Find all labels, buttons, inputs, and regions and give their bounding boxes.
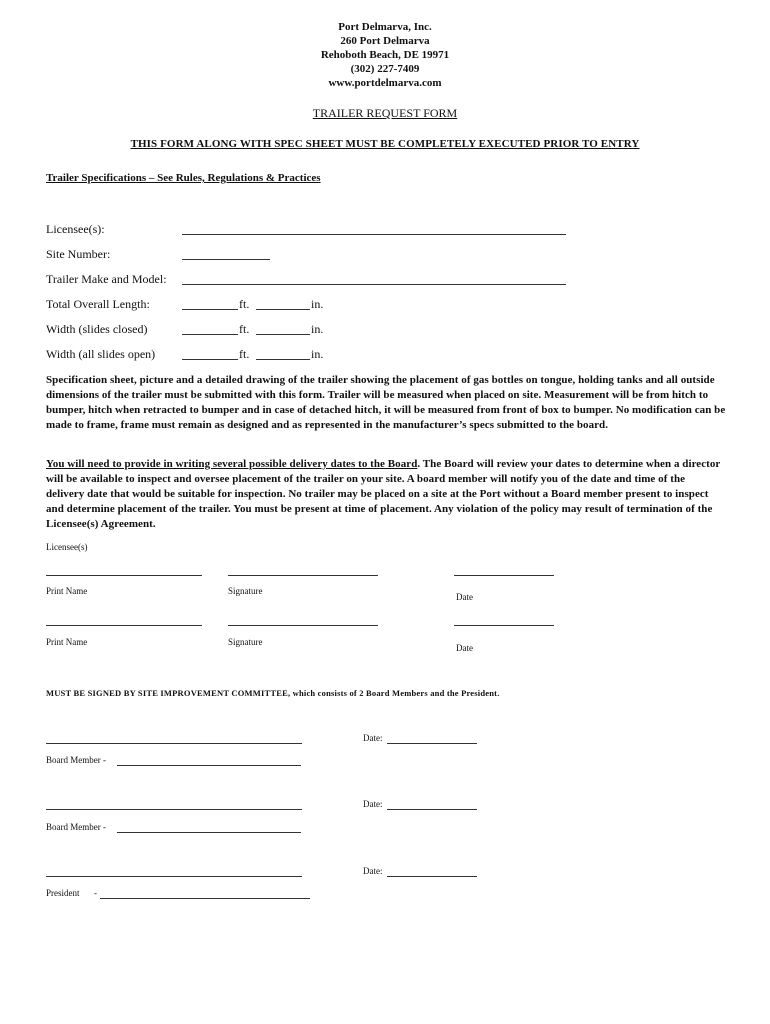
width-closed-in-unit: in. bbox=[311, 322, 324, 336]
company-address-line1: 260 Port Delmarva bbox=[340, 35, 430, 47]
print-name-line-2[interactable] bbox=[46, 625, 202, 626]
total-length-label: Total Overall Length: bbox=[46, 297, 150, 311]
licensees-signature-label: Licensee(s) bbox=[46, 542, 88, 552]
form-subtitle: THIS FORM ALONG WITH SPEC SHEET MUST BE COMPLETELY EXECUTED PRIOR TO ENTRY bbox=[130, 138, 640, 150]
company-website: www.portdelmarva.com bbox=[328, 77, 442, 89]
company-phone: (302) 227-7409 bbox=[350, 63, 420, 75]
width-closed-ft-field[interactable] bbox=[182, 334, 238, 335]
total-length-in-field[interactable] bbox=[256, 309, 310, 310]
width-open-label: Width (all slides open) bbox=[46, 347, 156, 361]
licensees-label: Licensee(s): bbox=[46, 222, 105, 236]
signature-line-2[interactable] bbox=[228, 625, 378, 626]
date-label-2: Date bbox=[456, 643, 473, 653]
committee-date-label-2: Date: bbox=[363, 799, 383, 809]
delivery-paragraph-rest: . The Board will review your dates to determine when a director will be available to inspect and oversee placement of the trailer on your site. A board member will notify you of the date and time of the delivery date that would be suitable for inspection. No trailer may be placed on a site at the Port without a Board member present to inspect and determine placement of the trailer. You must be present at time of placement. Any violation of the policy may result of termination of the Licensee(s) Agreement. bbox=[46, 458, 721, 530]
committee-date-label-1: Date: bbox=[363, 733, 383, 743]
committee-signature-line-2[interactable] bbox=[46, 809, 302, 810]
board-member-name-line-1[interactable] bbox=[117, 765, 301, 766]
president-name-line[interactable] bbox=[100, 898, 310, 899]
site-number-label: Site Number: bbox=[46, 247, 111, 261]
date-label-1: Date bbox=[456, 592, 473, 602]
print-name-label-2: Print Name bbox=[46, 637, 88, 647]
board-member-label-1: Board Member - bbox=[46, 755, 106, 765]
company-name: Port Delmarva, Inc. bbox=[338, 21, 432, 33]
committee-date-line-1[interactable] bbox=[387, 743, 477, 744]
president-dash: - bbox=[94, 888, 97, 898]
width-open-in-field[interactable] bbox=[256, 359, 310, 360]
spec-paragraph: Specification sheet, picture and a detailed drawing of the trailer showing the placement of gas bottles on tongue, holding tanks and all outside dimensions of the trailer must be submitted with this form. Trailer will be measured when placed on site. Measurement will be from hitch to bumper, hitch when retracted to bumper and in case of detached hitch, it will be measured from front of box to bumper. No modification can be made to frame, frame must remain as designed and as represented in the manufacturer’s specs submitted to the board. bbox=[46, 374, 726, 431]
width-closed-label: Width (slides closed) bbox=[46, 322, 148, 336]
make-model-label: Trailer Make and Model: bbox=[46, 272, 167, 286]
president-label: President bbox=[46, 888, 80, 898]
licensees-field[interactable] bbox=[182, 234, 566, 235]
print-name-line-1[interactable] bbox=[46, 575, 202, 576]
delivery-paragraph bbox=[46, 457, 726, 532]
section-title: Trailer Specifications – See Rules, Regulations & Practices bbox=[46, 172, 321, 184]
width-open-in-unit: in. bbox=[311, 347, 324, 361]
delivery-paragraph-underlined: You will need to provide in writing several possible delivery dates to the Board bbox=[46, 458, 418, 470]
committee-note: MUST BE SIGNED BY SITE IMPROVEMENT COMMITTEE, which consists of 2 Board Members and the President. bbox=[46, 688, 500, 698]
committee-date-line-2[interactable] bbox=[387, 809, 477, 810]
form-title: TRAILER REQUEST FORM bbox=[312, 106, 458, 120]
total-length-ft-field[interactable] bbox=[182, 309, 238, 310]
width-closed-ft-unit: ft. bbox=[239, 322, 250, 336]
date-line-1[interactable] bbox=[454, 575, 554, 576]
print-name-label-1: Print Name bbox=[46, 586, 88, 596]
date-line-2[interactable] bbox=[454, 625, 554, 626]
committee-date-line-3[interactable] bbox=[387, 876, 477, 877]
make-model-field[interactable] bbox=[182, 284, 566, 285]
committee-signature-line-3[interactable] bbox=[46, 876, 302, 877]
signature-label-1: Signature bbox=[228, 586, 263, 596]
signature-line-1[interactable] bbox=[228, 575, 378, 576]
site-number-field[interactable] bbox=[182, 259, 270, 260]
total-length-ft-unit: ft. bbox=[239, 297, 250, 311]
width-open-ft-field[interactable] bbox=[182, 359, 238, 360]
width-closed-in-field[interactable] bbox=[256, 334, 310, 335]
letterhead bbox=[0, 20, 770, 90]
total-length-in-unit: in. bbox=[311, 297, 324, 311]
board-member-name-line-2[interactable] bbox=[117, 832, 301, 833]
company-address-line2: Rehoboth Beach, DE 19971 bbox=[320, 49, 450, 61]
board-member-label-2: Board Member - bbox=[46, 822, 106, 832]
width-open-ft-unit: ft. bbox=[239, 347, 250, 361]
signature-label-2: Signature bbox=[228, 637, 263, 647]
committee-date-label-3: Date: bbox=[363, 866, 383, 876]
committee-signature-line-1[interactable] bbox=[46, 743, 302, 744]
